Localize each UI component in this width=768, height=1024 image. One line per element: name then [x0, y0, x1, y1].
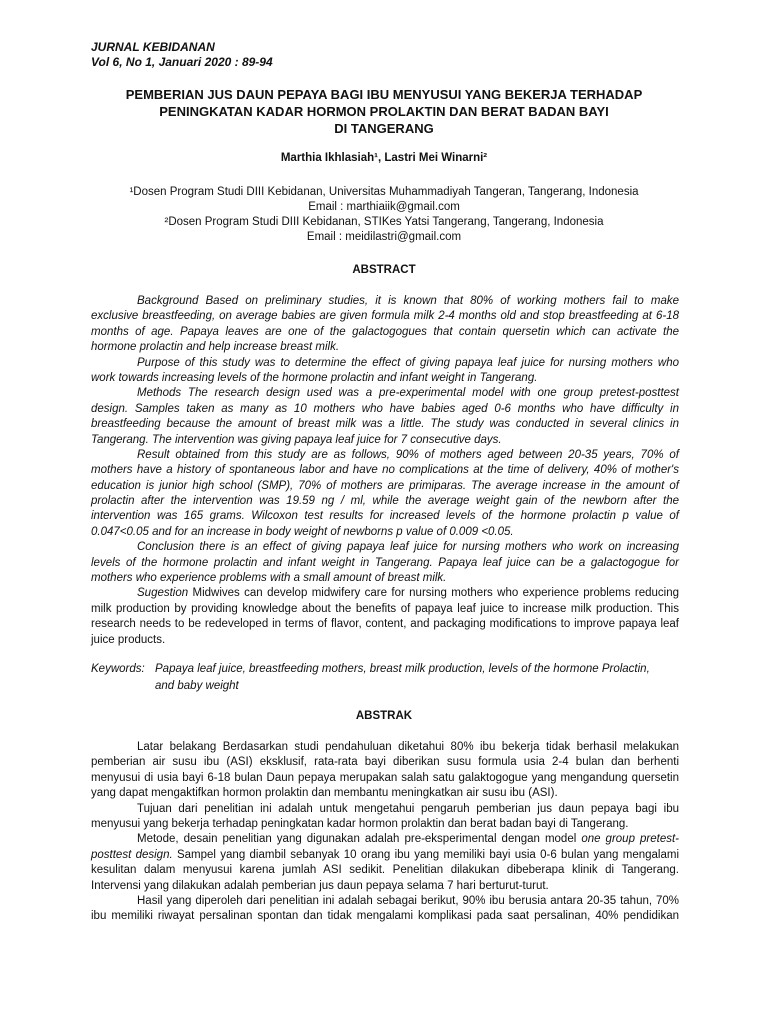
- keywords-line-2: and baby weight: [155, 680, 239, 692]
- abstract-body: [91, 294, 679, 648]
- text-line: [91, 848, 679, 863]
- text-line: [91, 371, 679, 386]
- text-line: [91, 633, 679, 648]
- line-text: months of age. Papaya leaves are one of the galactogogues that contain quersetin which can activate the: [91, 325, 679, 338]
- line-text: Methods The research design used was a pre-experimental model with one group pretest-posttest: [137, 387, 679, 400]
- text-line: [91, 294, 679, 309]
- line-text: Intervensi yang dilakukan adalah pemberian jus daun pepaya selama 7 hari berturut-turut.: [91, 879, 549, 892]
- line-text: levels of the hormone prolactin and infant weight in Tangerang. Papaya leaf juice can be a galactogogue for: [91, 556, 679, 569]
- affiliations: [0, 185, 768, 245]
- line-text: mothers have a history of spontaneous labor and have no complications at the time of delivery, 40% of mother's: [91, 464, 679, 477]
- keywords-label: Keywords:: [91, 663, 145, 675]
- journal-header: [91, 40, 273, 70]
- line-text: prolactin after the intervention was 19.59 ng / ml, while the average weight gain of the newborn after the: [91, 495, 679, 508]
- line-text: work towards increasing levels of the hormone prolactin and infant weight in Tangerang.: [91, 371, 538, 384]
- text-line: [91, 356, 679, 371]
- text-line: [91, 525, 679, 540]
- line-text: Latar belakang Berdasarkan studi pendahuluan diketahui 80% ibu bekerja tidak berhasil melakukan: [137, 741, 679, 753]
- affiliation-1: ¹Dosen Program Studi DIII Kebidanan, Universitas Muhammadiyah Tangeran, Tangerang, Indonesia: [129, 186, 639, 198]
- italic-tail: one group pretest-: [581, 833, 679, 846]
- text-line: [91, 586, 679, 601]
- email-1: Email : marthiaiik@gmail.com: [308, 201, 460, 213]
- keywords-line-1: Papaya leaf juice, breastfeeding mothers, breast milk production, levels of the hormone Prolactin,: [155, 663, 650, 675]
- text-line: [91, 509, 679, 524]
- text-line: [91, 863, 679, 878]
- line-text: ibu memiliki riwayat persalinan spontan dan tidak mengalami komplikasi pada saat persalinan, 40% pendidikan: [91, 910, 679, 923]
- text-line: [91, 325, 679, 340]
- title-line: DI TANGERANG: [334, 121, 434, 136]
- line-text: Hasil yang diperoleh dari penelitian ini adalah sebagai berikut, 90% ibu berusia antara 20-35 tahun, 70%: [137, 894, 679, 907]
- line-text: research needs to be redeveloped in terms of flavor, content, and packaging modifications to improve papaya leaf: [91, 618, 679, 631]
- text-line: [91, 740, 679, 755]
- line-text: pemberian air susu ibu (ASI) eksklusif, rata-rata bayi diberikan susu formula usia 2-4 bulan dan berhenti: [91, 756, 679, 769]
- line-text: Tangerang. The intervention was giving papaya leaf juice for 7 consecutive days.: [91, 433, 502, 446]
- text-line: [91, 909, 679, 924]
- line-text: menyusui yang bekerja terhadap peningkatan kadar hormon prolaktin dan berat badan bayi di Tangerang.: [91, 817, 629, 830]
- text-line: [91, 556, 679, 571]
- text-line: [91, 309, 679, 324]
- line-text: kesulitan dalam menyusui karena jumlah ASI sedikit. Penelitian dilakukan dibeberapa klinik di Tangerang.: [91, 864, 679, 877]
- line-text: exclusive breastfeeding, on average babies are given formula milk 2-4 months old and stop breastfeeding at 6-18: [91, 310, 679, 323]
- paper-title: [80, 86, 688, 137]
- line-text: Sampel yang diambil sebanyak 10 orang ibu yang memiliki bayi usia 0-6 bulan yang mengalami: [172, 848, 679, 861]
- line-text: juice products.: [91, 633, 166, 646]
- line-text: hormone prolactin and help increase breast milk.: [91, 341, 340, 354]
- text-line: [91, 463, 679, 478]
- text-line: [91, 755, 679, 770]
- text-line: [91, 386, 679, 401]
- text-line: [91, 571, 679, 586]
- text-line: [91, 479, 679, 494]
- line-text: intervention was 165 grams. Wilcoxon test results for increased levels of the hormone prolactin p value of: [91, 510, 679, 523]
- italic-lead: Sugestion: [137, 587, 189, 600]
- text-line: [91, 817, 679, 832]
- abstract-heading: ABSTRACT: [352, 264, 416, 276]
- text-line: [91, 832, 679, 847]
- line-text: 0.047<0.05 and for an increase in body weight of newborns p value of 0.009 <0.05.: [91, 525, 514, 538]
- text-line: [91, 602, 679, 617]
- line-text: design. Samples taken as many as 10 mothers who have babies aged 0-6 months who have difficulty in: [91, 402, 679, 415]
- italic-lead: posttest design.: [91, 848, 173, 861]
- line-text: milk production by providing knowledge about the benefits of papaya leaf juice to increase milk production. This: [91, 602, 679, 615]
- title-line: PENINGKATAN KADAR HORMON PROLAKTIN DAN BERAT BADAN BAYI: [159, 104, 609, 119]
- text-line: [91, 494, 679, 509]
- line-text: Result obtained from this study are as follows, 90% of mothers aged between 20-35 years, 70% of: [137, 448, 679, 461]
- affiliation-2: ²Dosen Program Studi DIII Kebidanan, STIKes Yatsi Tangerang, Tangerang, Indonesia: [164, 216, 604, 228]
- line-text: Tujuan dari penelitian ini adalah untuk mengetahui pengaruh pemberian jus daun pepaya bagi ibu: [137, 802, 679, 815]
- line-text: menyusui di usia bayi 6-18 bulan Daun pepaya merupakan salah satu galaktogogue yang mengandung quersetin: [91, 771, 679, 784]
- text-line: [91, 340, 679, 355]
- line-text: Conclusion there is an effect of giving papaya leaf juice for nursing mothers who work on increasing: [137, 541, 679, 554]
- text-line: [91, 433, 679, 448]
- abstrak-heading: ABSTRAK: [355, 710, 413, 722]
- line-text: breastfeeding because the amount of breast milk was a little. The study was conducted in several clinics in: [91, 418, 679, 431]
- title-line: PEMBERIAN JUS DAUN PEPAYA BAGI IBU MENYUSUI YANG BEKERJA TERHADAP: [125, 87, 643, 102]
- line-text: education is junior high school (SMP), 70% of mothers are primiparas. The average increase in the amount of: [91, 479, 679, 492]
- line-text: yang dapat mengaktifkan hormon prolaktin dan membantu meningkatkan air susu ibu (ASI).: [91, 787, 558, 800]
- text-line: [91, 802, 679, 817]
- text-line: [91, 786, 679, 801]
- journal-name: JURNAL KEBIDANAN: [91, 40, 215, 54]
- text-line: [91, 448, 679, 463]
- author-list: Marthia Ikhlasiah¹, Lastri Mei Winarni²: [280, 152, 488, 164]
- email-2: Email : meidilastri@gmail.com: [306, 231, 462, 243]
- text-line: [91, 617, 679, 632]
- abstrak-body: [91, 740, 679, 925]
- line-text: Background Based on preliminary studies, it is known that 80% of working mothers fail to make: [137, 295, 679, 307]
- journal-issue: Vol 6, No 1, Januari 2020 : 89-94: [91, 55, 273, 69]
- text-line: [91, 879, 679, 894]
- line-text: Midwives can develop midwifery care for nursing mothers who experience problems reducing: [188, 587, 679, 600]
- line-text: Metode, desain penelitian yang digunakan adalah pre-eksperimental dengan model: [137, 833, 582, 846]
- text-line: [91, 417, 679, 432]
- line-text: mothers who experience problems with a small amount of breast milk.: [91, 572, 447, 585]
- text-line: [91, 402, 679, 417]
- line-text: Purpose of this study was to determine the effect of giving papaya leaf juice for nursing mothers who: [137, 356, 679, 369]
- text-line: [91, 540, 679, 555]
- text-line: [91, 894, 679, 909]
- text-line: [91, 771, 679, 786]
